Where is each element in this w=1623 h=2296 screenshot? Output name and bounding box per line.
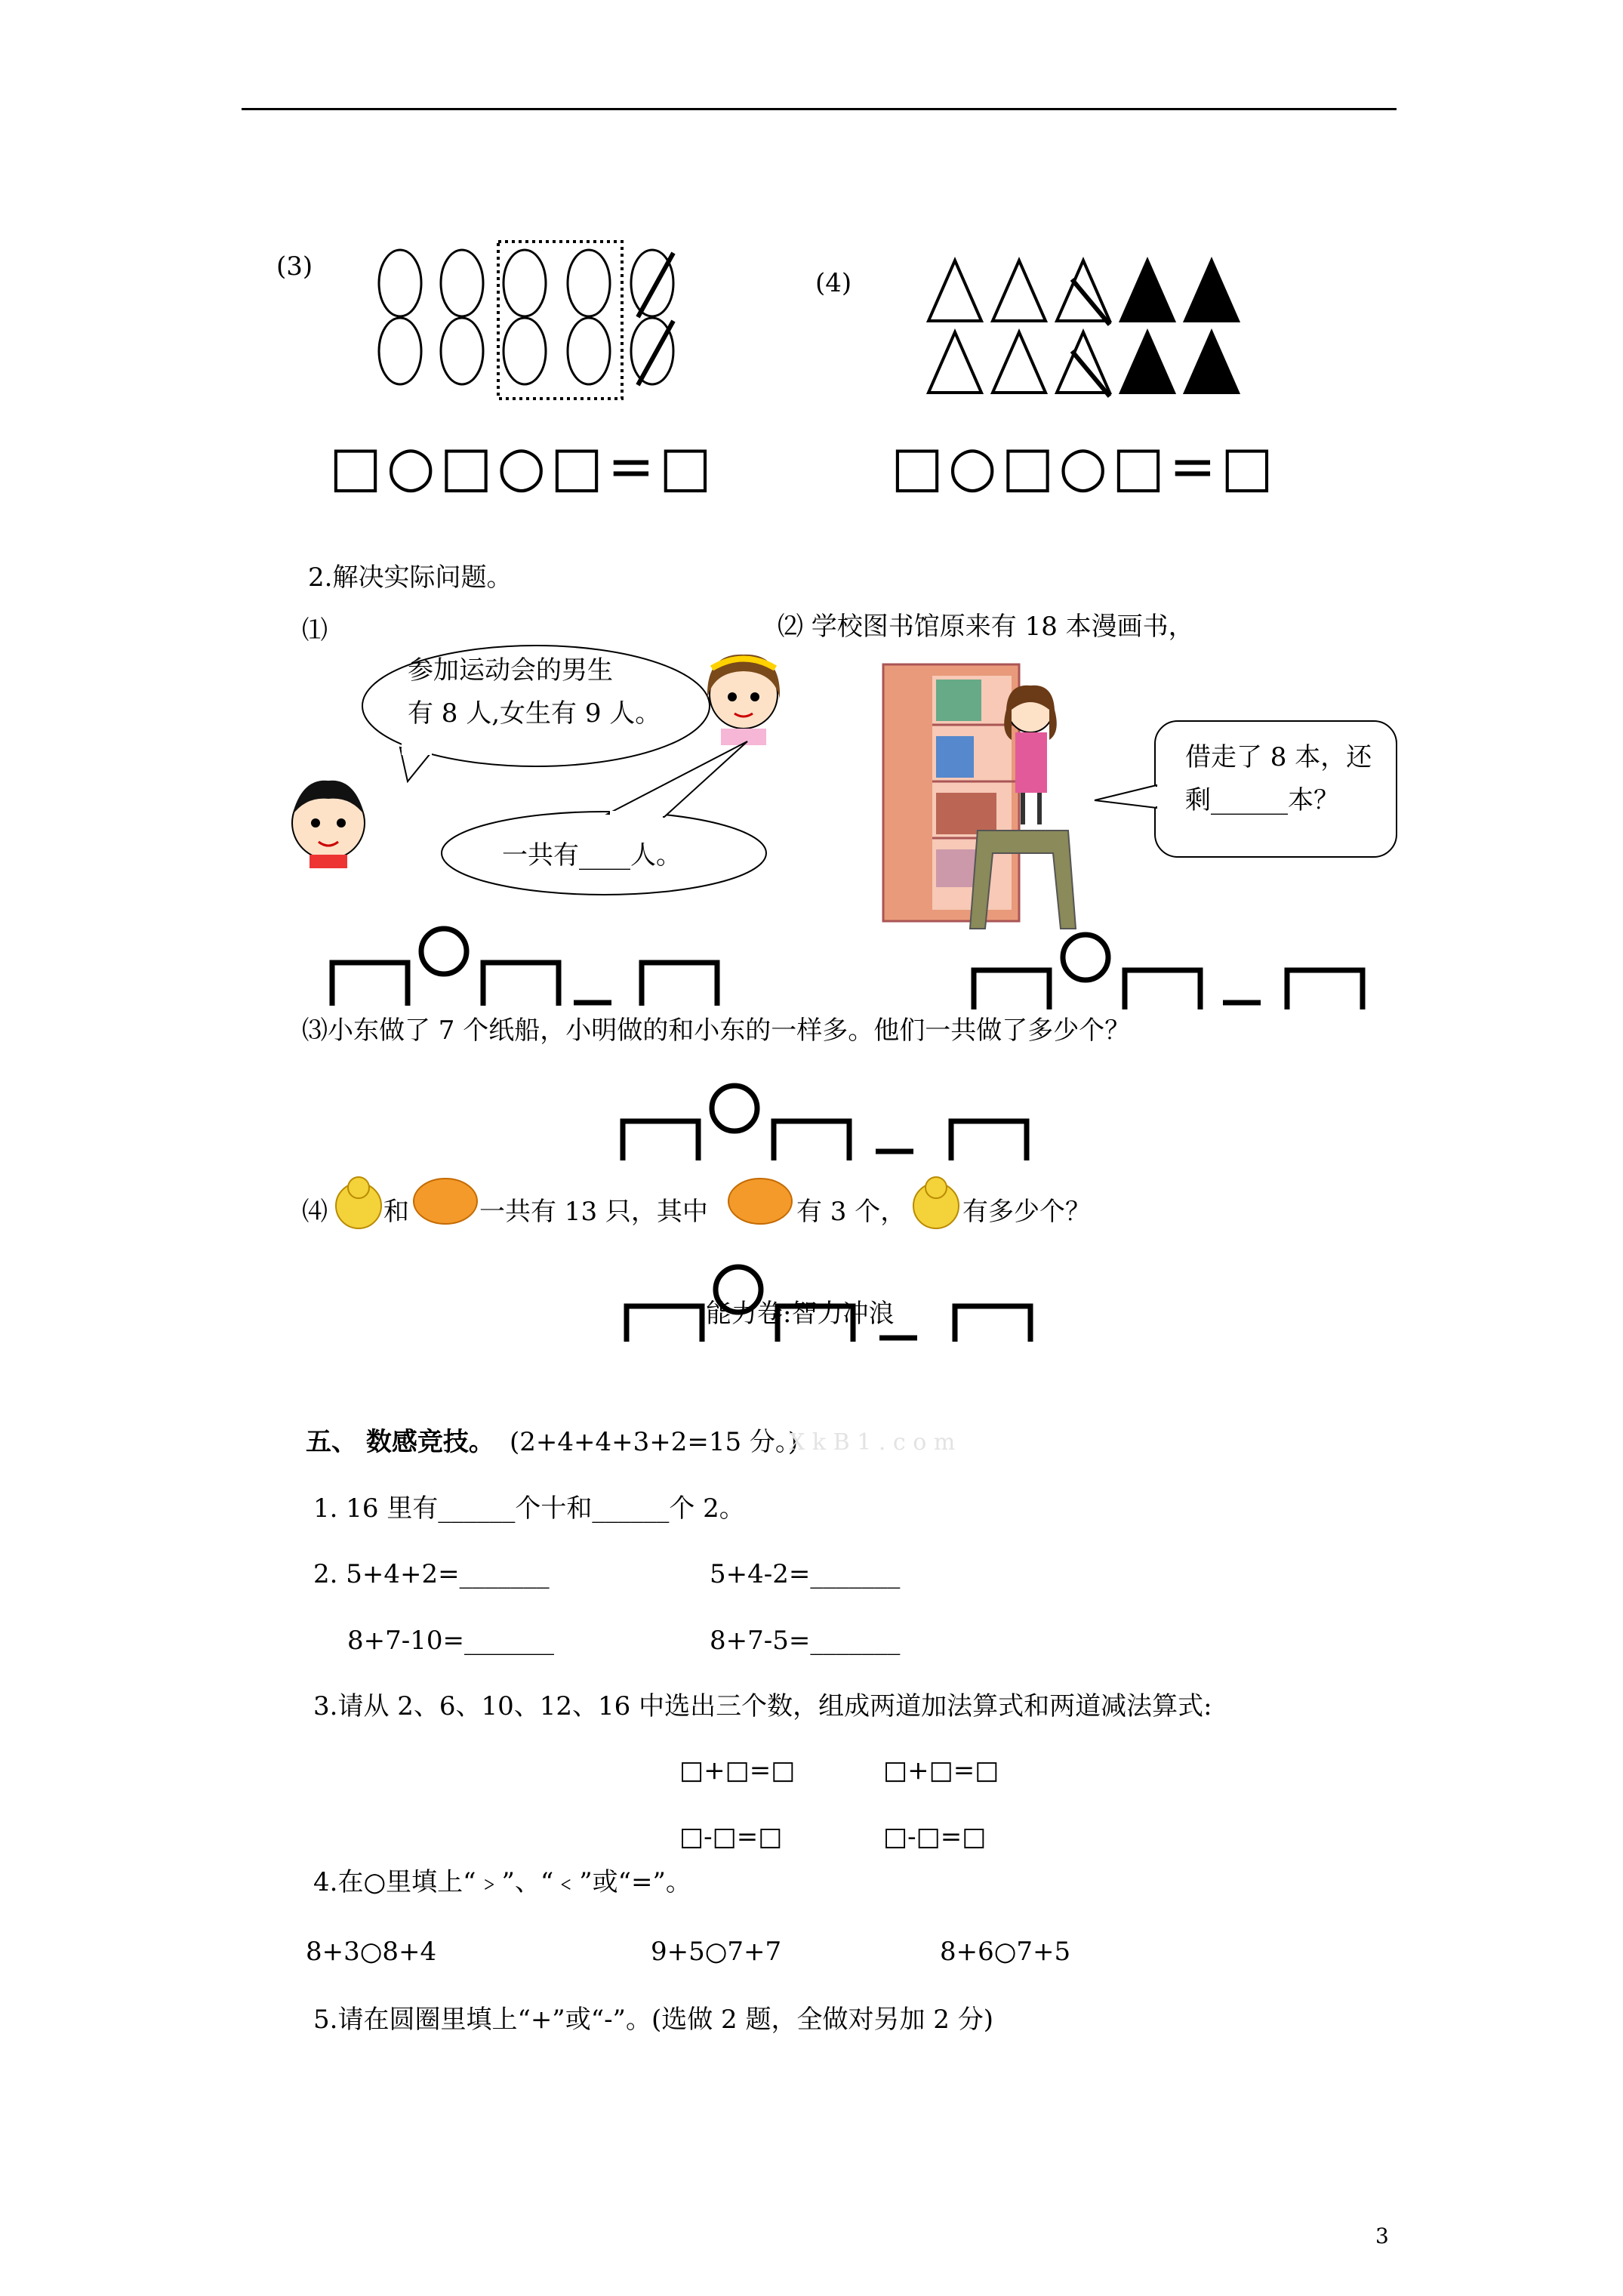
bubble3-line2: 剩______本？	[1185, 785, 1339, 815]
section5-title: 五、 数感竞技。	[306, 1427, 494, 1457]
p1-label: ⑴	[302, 615, 328, 646]
q3-label: (3)	[276, 251, 313, 282]
p3-text: ⑶小东做了 7 个纸船，小明做的和小东的一样多。他们一共做了多少个？	[302, 1015, 1131, 1046]
q4-label: (4)	[815, 268, 852, 298]
p4-label: ⑷	[302, 1197, 328, 1227]
q4-equation: □○□○□=□	[891, 434, 1278, 499]
bubble1-line1: 参加运动会的男生	[408, 655, 613, 686]
answer-bubble-text: 一共有____人。	[502, 840, 682, 871]
bracket-equation-1	[325, 921, 740, 1012]
ability-title: 能力卷:智力冲浪	[706, 1299, 895, 1329]
s5-add2: □+□=□	[883, 1755, 999, 1786]
section2-title: 2.解决实际问题。	[308, 562, 513, 593]
s5-compare-3: 8+6○7+5	[940, 1937, 1071, 1967]
q3-equation: □○□○□=□	[329, 434, 716, 499]
s5-add1: □+□=□	[679, 1755, 796, 1786]
page-number: 3	[1375, 2224, 1389, 2248]
pear-icon-2	[910, 1174, 962, 1231]
orange-icon-2	[726, 1174, 794, 1227]
speech-bubble-2	[438, 732, 770, 898]
watermark: X k B 1 . c o m	[789, 1429, 956, 1456]
bookshelf-girl-illustration	[879, 657, 1098, 936]
bubble3-line1: 借走了 8 本，还	[1185, 742, 1372, 772]
s5-q2a: 2. 5+4+2=_______	[313, 1559, 550, 1589]
s5-compare-2: 9+5○7+7	[651, 1937, 782, 1967]
p4-text2: 有 3 个，	[796, 1197, 907, 1227]
s5-sub2: □-□=□	[883, 1822, 987, 1852]
s5-sub1: □-□=□	[679, 1822, 783, 1852]
p4-and: 和	[383, 1197, 409, 1227]
s5-q4: 4.在○里填上“﹥”、“﹤”或“=”。	[313, 1867, 691, 1897]
p4-text3: 有多少个？	[962, 1197, 1091, 1227]
pear-icon	[332, 1174, 385, 1231]
s5-compare-1: 8+3○8+4	[306, 1937, 437, 1967]
s5-q3: 3.请从 2、6、10、12、16 中选出三个数，组成两道加法算式和两道减法算式:	[313, 1691, 1212, 1721]
s5-q2c: 8+7-10=_______	[347, 1626, 554, 1656]
section5-points: (2+4+4+3+2=15 分。)	[510, 1427, 799, 1457]
header-rule	[242, 108, 1397, 110]
p4-text1: 一共有 13 只，其中	[479, 1197, 708, 1227]
p2-label: ⑵ 学校图书馆原来有 18 本漫画书，	[778, 612, 1194, 642]
q3-ovals-figure	[362, 234, 717, 400]
boy-face-icon	[279, 770, 377, 868]
orange-icon	[411, 1174, 479, 1227]
bubble1-line2: 有 8 人,女生有 9 人。	[408, 698, 661, 729]
s5-q2d: 8+7-5=_______	[710, 1626, 901, 1656]
s5-q5: 5.请在圆圈里填上“+”或“-”。(选做 2 题，全做对另加 2 分)	[313, 2005, 993, 2035]
s5-q1: 1. 16 里有______个十和______个 2。	[313, 1493, 745, 1524]
bracket-equation-3	[615, 1076, 1030, 1166]
q4-triangles-figure	[921, 249, 1276, 400]
s5-q2b: 5+4-2=_______	[710, 1559, 901, 1589]
bracket-equation-2	[966, 925, 1381, 1015]
